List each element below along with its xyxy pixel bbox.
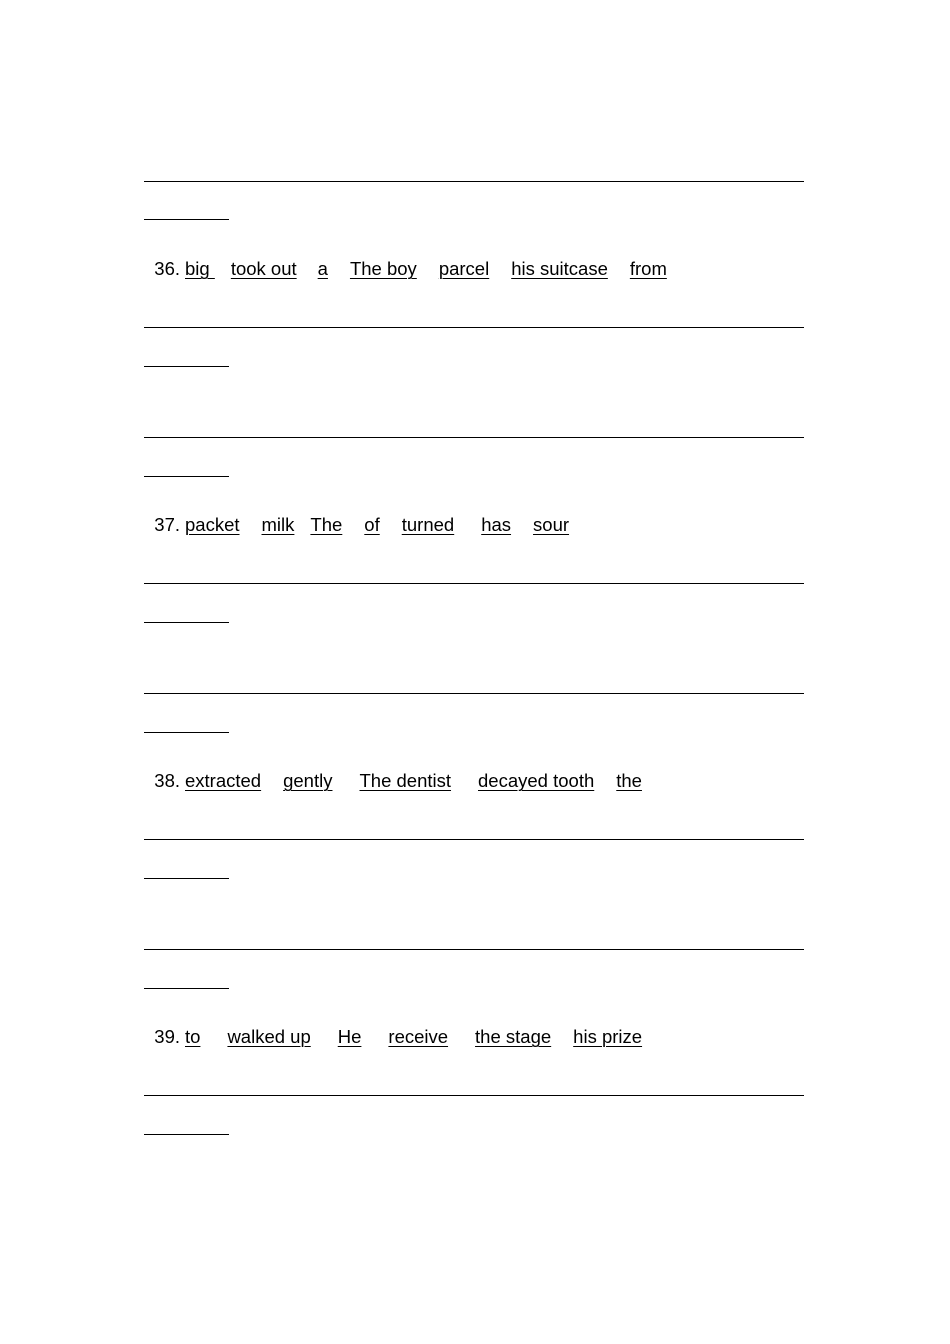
word-chunk: has (481, 514, 512, 535)
word-chunk: big (185, 258, 215, 279)
word-chunk: He (337, 1026, 362, 1047)
word-chunk: parcel (438, 258, 490, 279)
word-chunk: from (629, 258, 667, 279)
word-chunk: sour (533, 514, 570, 535)
word-chunk: The dentist (359, 770, 452, 791)
answer-line[interactable] (144, 327, 804, 328)
answer-line[interactable] (144, 693, 804, 694)
answer-line[interactable] (144, 1095, 804, 1096)
word-chunk: The (310, 514, 343, 535)
answer-line[interactable] (144, 949, 804, 950)
question-number: 37. (154, 514, 180, 535)
answer-line-continuation[interactable] (144, 366, 229, 367)
question-number: 36. (154, 258, 180, 279)
answer-line-continuation[interactable] (144, 878, 229, 879)
answer-line[interactable] (144, 437, 804, 438)
word-chunk: the (616, 770, 642, 791)
answer-line[interactable] (144, 583, 804, 584)
word-chunk: receive (388, 1026, 449, 1047)
answer-line-continuation[interactable] (144, 988, 229, 989)
answer-line-continuation[interactable] (144, 1134, 229, 1135)
answer-line-continuation[interactable] (144, 219, 229, 220)
word-chunk: to (185, 1026, 201, 1047)
word-chunk: turned (401, 514, 455, 535)
question-37 (144, 492, 569, 536)
word-chunk: The boy (349, 258, 417, 279)
answer-line-continuation[interactable] (144, 622, 229, 623)
answer-line-continuation[interactable] (144, 476, 229, 477)
word-chunk: milk (261, 514, 295, 535)
word-chunk: a (317, 258, 328, 279)
question-number: 38. (154, 770, 180, 791)
answer-line[interactable] (144, 181, 804, 182)
answer-line[interactable] (144, 839, 804, 840)
word-chunk: decayed tooth (478, 770, 595, 791)
word-chunk: walked up (227, 1026, 311, 1047)
answer-line-continuation[interactable] (144, 732, 229, 733)
word-chunk: his suitcase (511, 258, 608, 279)
word-chunk: the stage (475, 1026, 552, 1047)
word-chunk: extracted (185, 770, 262, 791)
question-39 (144, 1004, 642, 1048)
question-38 (144, 748, 642, 792)
word-chunk: packet (185, 514, 240, 535)
question-number: 39. (154, 1026, 180, 1047)
word-chunk: gently (283, 770, 333, 791)
word-chunk: took out (230, 258, 297, 279)
word-chunk: of (364, 514, 380, 535)
question-36 (144, 236, 667, 280)
word-chunk: his prize (573, 1026, 643, 1047)
